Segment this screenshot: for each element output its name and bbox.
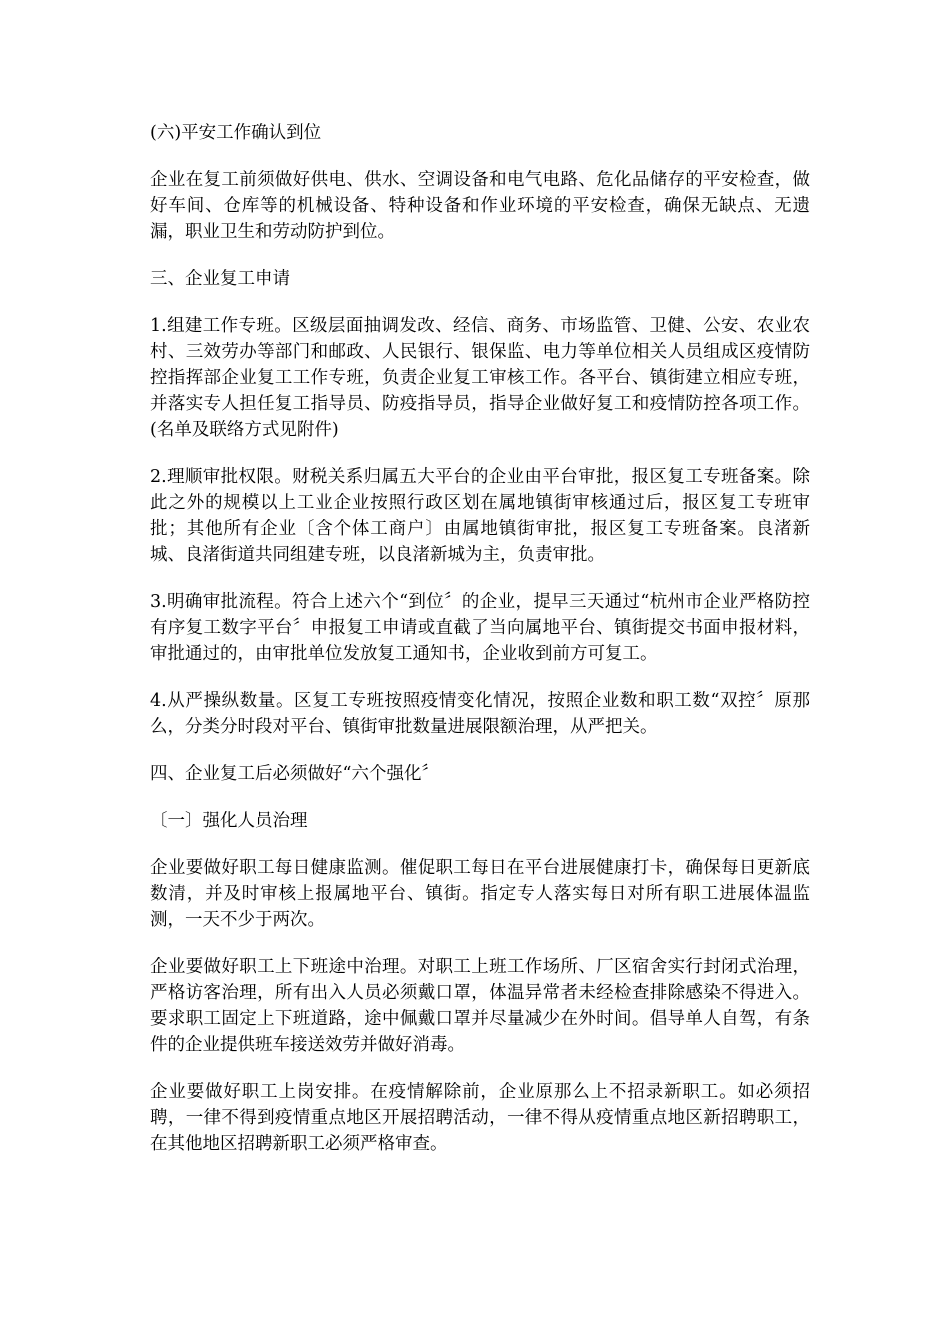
paragraph-approval-authority: 2.理顺审批权限。财税关系归属五大平台的企业由平台审批，报区复工专班备案。除此之外的规模以上工业企业按照行政区划在属地镇街审核通过后，报区复工专班审批；其他所有企业〔含个体工商户〕由属地镇街审批，报区复工专班备案。良渚新城、良渚街道共同组建专班，以良渚新城为主，负责审批。 [150, 467, 810, 565]
paragraph-job-arrangement: 企业要做好职工上岗安排。在疫情解除前，企业原那么上不招录新职工。如必须招聘，一律不得到疫情重点地区开展招聘活动，一律不得从疫情重点地区新招聘职工，在其他地区招聘新职工必须严格审查。 [150, 1082, 810, 1154]
document-page [150, 120, 810, 1157]
paragraph-gap [150, 834, 810, 855]
paragraph-gap [150, 245, 810, 266]
paragraph-approval-process: 3.明确审批流程。符合上述六个“到位〞的企业，提早三天通过“杭州市企业严格防控有序复工数字平台〞申报复工申请或直截了当向属地平台、镇街提交书面申报材料，审批通过的，由审批单位发放复工通知书，企业收到前方可复工。 [150, 592, 810, 664]
paragraph-quantity-control: 4.从严操纵数量。区复工专班按照疫情变化情况，按照企业数和职工数“双控〞原那么，分类分时段对平台、镇街审批数量进展限额治理，从严把关。 [150, 691, 810, 737]
paragraph-gap [150, 667, 810, 688]
section-heading-safety: (六)平安工作确认到位 [150, 123, 322, 143]
section-heading-application: 三、企业复工申请 [150, 269, 290, 289]
paragraph-gap [150, 740, 810, 761]
paragraph-commute-management: 企业要做好职工上下班途中治理。对职工上班工作场所、厂区宿舍实行封闭式治理，严格访客治理，所有出入人员必须戴口罩，体温异常者未经检查排除感染不得进入。要求职工固定上下班道路，途中佩戴口罩并尽量减少在外时间。倡导单人自驾，有条件的企业提供班车接送效劳并做好消毒。 [150, 957, 810, 1055]
paragraph-gap [150, 933, 810, 954]
paragraph-gap [150, 146, 810, 167]
paragraph-work-team: 1.组建工作专班。区级层面抽调发改、经信、商务、市场监管、卫健、公安、农业农村、三效劳办等部门和邮政、人民银行、银保监、电力等单位相关人员组成区疫情防控指挥部企业复工工作专班，负责企业复工审核工作。各平台、镇街建立相应专班，并落实专人担任复工指导员、防疫指导员，指导企业做好复工和疫情防控各项工作。(名单及联络方式见附件) [150, 316, 810, 440]
paragraph-gap [150, 568, 810, 589]
subsection-heading-personnel: 〔一〕强化人员治理 [150, 811, 308, 831]
paragraph-health-monitoring: 企业要做好职工每日健康监测。催促职工每日在平台进展健康打卡，确保每日更新底数清，并及时审核上报属地平台、镇街。指定专人落实每日对所有职工进展体温监测，一天不少于两次。 [150, 858, 810, 930]
paragraph-gap [150, 1058, 810, 1079]
paragraph-gap [150, 787, 810, 808]
paragraph-safety-check: 企业在复工前须做好供电、供水、空调设备和电气电路、危化品储存的平安检查，做好车间、仓库等的机械设备、特种设备和作业环境的平安检查，确保无缺点、无遗漏，职业卫生和劳动防护到位。 [150, 170, 810, 242]
paragraph-gap [150, 443, 810, 464]
paragraph-gap [150, 292, 810, 313]
section-heading-six-strengthen: 四、企业复工后必须做好“六个强化〞 [150, 764, 439, 784]
